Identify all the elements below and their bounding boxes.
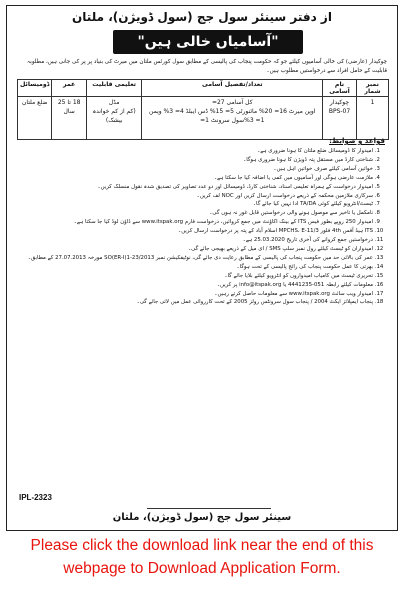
- vacancies-banner: "آسامیاں خالی ہیں": [113, 30, 303, 54]
- cell-number: 1: [356, 97, 388, 140]
- list-item: 16. معلومات کیلئے رابطہ 051-4441235 یا info@itspak.org پر کریں۔: [17, 281, 373, 290]
- posts-table: [17, 79, 389, 140]
- list-item: 18. پنجاب ایمپلائز ایکٹ 2004 / پنجاب سول سرونٹس رولز 2005 کے تحت کارروائی عمل میں لائی جائے گی۔: [17, 298, 373, 307]
- list-item: 2. شناختی کارڈ میں مستقل پتہ ڈویژن کا ہونا ضروری ہوگا۔: [17, 156, 373, 165]
- job-advertisement: [6, 5, 398, 531]
- cell-post: [323, 97, 357, 140]
- header-number: نمبر شمار: [356, 80, 388, 97]
- list-item: 3. خواتین آسامی کیلئے صرف خواتین اہل ہیں۔: [17, 165, 373, 174]
- header-qualification: تعلیمی قابلیت: [86, 80, 142, 97]
- quota-total: کل آسامی 27=: [211, 99, 253, 106]
- qualification: مڈل: [108, 99, 120, 106]
- signature-block: سینئر سول جج (سول ڈویژن)، ملتان: [112, 512, 292, 523]
- intro-paragraph: چوکیدار (عارضی) کی خالی آسامیوں کیلئے جو کہ حکومت پنجاب کی پالیسی کے مطابق سول کورٹس ملتان میں میرٹ کی بنیاد پر پر کی جانی ہیں، مطلوبہ قابلیت کے حامل افراد سے درخواستیں مطلوب ہیں۔: [27, 59, 387, 74]
- list-item: 17. امیدوار ویب سائٹ www.itspak.org سے معلومات حاصل کرتے رہیں۔: [17, 290, 373, 299]
- post-scale: BPS-07: [328, 108, 351, 115]
- list-item: 13. عمر کی بالائی حد میں حکومت پنجاب کی پالیسی کے مطابق رعایت دی جائے گی، نوٹیفکیشن نمبر SO(ER-I)1-23/2013 مورخہ 27.07.2013 کے مطابق۔: [17, 254, 373, 263]
- table-row: [18, 97, 389, 140]
- header-quota: تعداد/تفصیل آسامی: [142, 80, 323, 97]
- list-item: 12. امیدواران کو ٹیسٹ کیلئے رول نمبر سلپ SMS / ای میل کے ذریعے بھیجی جائے گی۔: [17, 245, 373, 254]
- list-item: 15. تحریری ٹیسٹ میں کامیاب امیدواروں کو انٹرویو کیلئے بلایا جائے گا۔: [17, 272, 373, 281]
- cell-age: 18 تا 25 سال: [52, 97, 86, 140]
- qualification-note: (کم از کم خواندہ بیشک): [92, 108, 136, 124]
- cell-qualification: [86, 97, 142, 140]
- header-domicile: ڈومیسائل: [18, 80, 52, 97]
- header-age: عمر: [52, 80, 86, 97]
- list-item: 14. بھرتی کا عمل حکومت پنجاب کی رائج پالیسی کے تحت ہوگا۔: [17, 263, 373, 272]
- list-item: 4. ملازمت عارضی ہوگی اور آسامیوں میں کمی یا اضافہ کیا جا سکتا ہے۔: [17, 174, 373, 183]
- post-name: چوکیدار: [329, 99, 350, 106]
- signature-divider: [147, 508, 271, 509]
- reference-code: IPL-2323: [19, 493, 52, 502]
- terms-list: [17, 147, 387, 307]
- download-notice: Please click the download link near the end of this webpage to Download Application Form.: [30, 537, 374, 577]
- quota-detail: اوپن میرٹ 16= 20% مائنورٹی 5= 15% ڈس ایبلڈ 4= 3% ویمن 1= 3%سول سرونٹ 1=: [149, 108, 316, 124]
- office-title: از دفتر سینئر سول جج (سول ڈویژن)، ملتان: [72, 10, 332, 24]
- list-item: 1. امیدوار کا ڈومیسائل ضلع ملتان کا ہونا ضروری ہے۔: [17, 147, 373, 156]
- list-item: 7. ٹیسٹ/انٹرویو کیلئے کوئی TA/DA ادا نہیں کیا جائے گا۔: [17, 200, 373, 209]
- header-post: نام آسامی: [323, 80, 357, 97]
- list-item: 6. سرکاری ملازمین محکمہ کے ذریعے درخواست ارسال کریں اور NOC لف کریں۔: [17, 192, 373, 201]
- list-item: 10. ITS ہیڈ آفس 4th فلور MPCHS، E-11/3 اسلام آباد کے پتہ پر درخواست ارسال کریں۔: [17, 227, 373, 236]
- terms-heading: قواعد و ضوابط:: [329, 137, 385, 145]
- cell-domicile: ضلع ملتان: [18, 97, 52, 140]
- cell-quota: [142, 97, 323, 140]
- list-item: 9. امیدوار 250 روپے بطور فیس ITS کے بینک اکاؤنٹ میں جمع کروائیں، درخواست فارم www.itspak.org سے ڈاؤن لوڈ کیا جا سکتا ہے۔: [17, 218, 373, 227]
- list-item: 11. درخواستیں جمع کروانے کی آخری تاریخ 25.03.2020 ہے۔: [17, 236, 373, 245]
- list-item: 5. امیدوار درخواست کے ہمراہ تعلیمی اسناد، شناختی کارڈ، ڈومیسائل اور دو عدد تصاویر کی تصدیق شدہ نقول منسلک کریں۔: [17, 183, 373, 192]
- posts-table-header: [18, 80, 389, 97]
- list-item: 8. نامکمل یا تاخیر سے موصول ہونے والی درخواستیں قابل غور نہ ہوں گی۔: [17, 209, 373, 218]
